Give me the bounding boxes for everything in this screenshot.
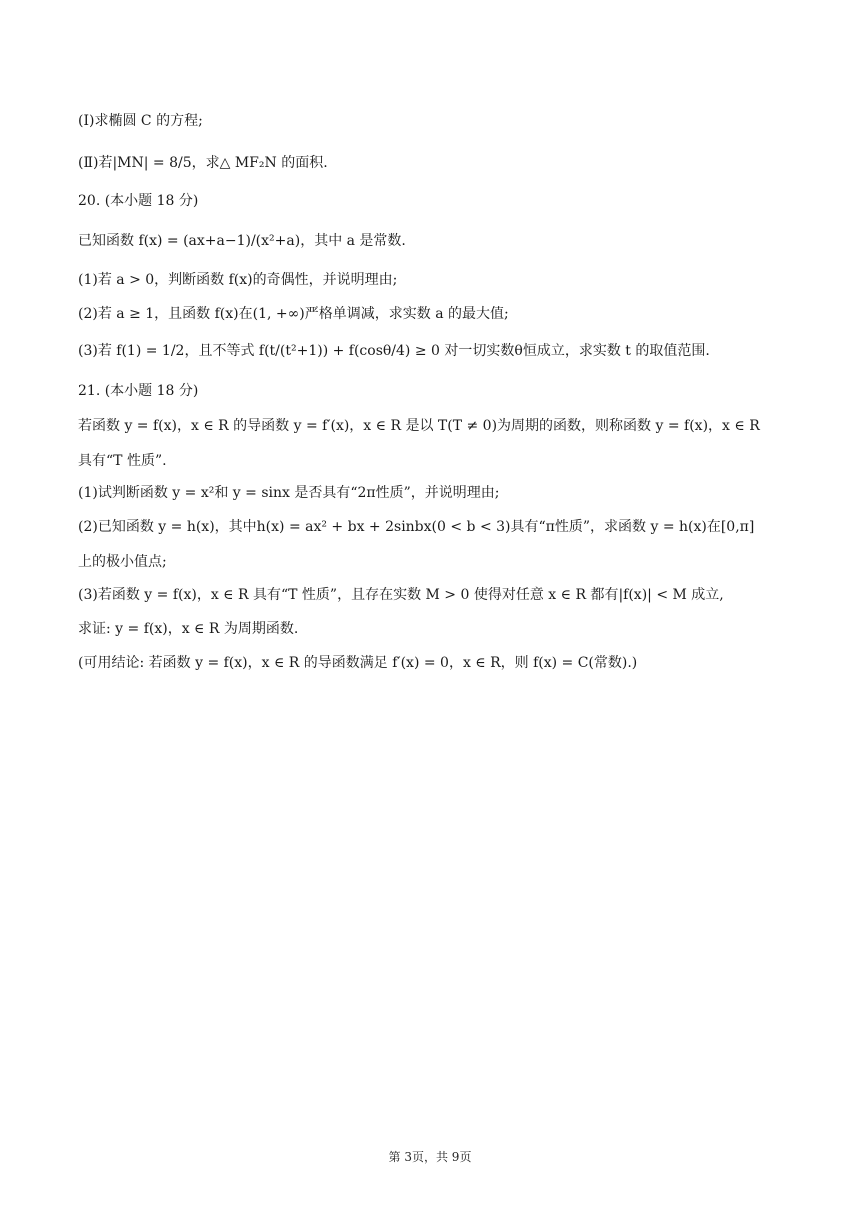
part-2-question: (Ⅱ)若|MN| = 8/5，求△ MF₂N 的面积.: [78, 155, 328, 171]
problem-20-part-2: (2)若 a ≥ 1，且函数 f(x)在(1, +∞)严格单调减，求实数 a 的最大值;: [78, 306, 509, 322]
problem-21-part-2-line-1: (2)已知函数 y = h(x)，其中h(x) = ax² + bx + 2sinbx(0 < b < 3)具有“π性质”，求函数 y = h(x)在[0,π]: [78, 519, 755, 535]
problem-21-part-3-line-1: (3)若函数 y = f(x)，x ∈ R 具有“T 性质”，且存在实数 M > 0 使得对任意 x ∈ R 都有|f(x)| < M 成立,: [78, 587, 724, 603]
problem-21-part-3-line-2: 求证: y = f(x)，x ∈ R 为周期函数.: [78, 621, 299, 637]
usable-conclusion-note: (可用结论: 若函数 y = f(x)，x ∈ R 的导函数满足 f′(x) = 0，x ∈ R，则 f(x) = C(常数).): [78, 655, 638, 671]
problem-21-part-2-line-2: 上的极小值点;: [78, 554, 167, 570]
problem-20-part-3: (3)若 f(1) = 1/2，且不等式 f(t/(t²+1)) + f(cosθ/4) ≥ 0 对一切实数θ恒成立，求实数 t 的取值范围.: [78, 343, 710, 359]
problem-21-part-1: (1)试判断函数 y = x²和 y = sinx 是否具有“2π性质”，并说明理由;: [78, 485, 500, 501]
problem-20-stem: 已知函数 f(x) = (ax+a−1)/(x²+a)，其中 a 是常数.: [78, 233, 406, 249]
problem-21-stem-line-1: 若函数 y = f(x)，x ∈ R 的导函数 y = f′(x)，x ∈ R 是以 T(T ≠ 0)为周期的函数，则称函数 y = f(x)，x ∈ R: [78, 418, 760, 434]
problem-21-header: 21. (本小题 18 分): [78, 383, 199, 399]
problem-20-part-1: (1)若 a > 0，判断函数 f(x)的奇偶性，并说明理由;: [78, 272, 398, 288]
problem-20-header: 20. (本小题 18 分): [78, 193, 199, 209]
page-footer: 第 3页，共 9页: [388, 1150, 472, 1164]
part-1-question: (Ⅰ)求椭圆 C 的方程;: [78, 113, 203, 129]
problem-21-stem-line-2: 具有“T 性质”.: [78, 453, 167, 469]
